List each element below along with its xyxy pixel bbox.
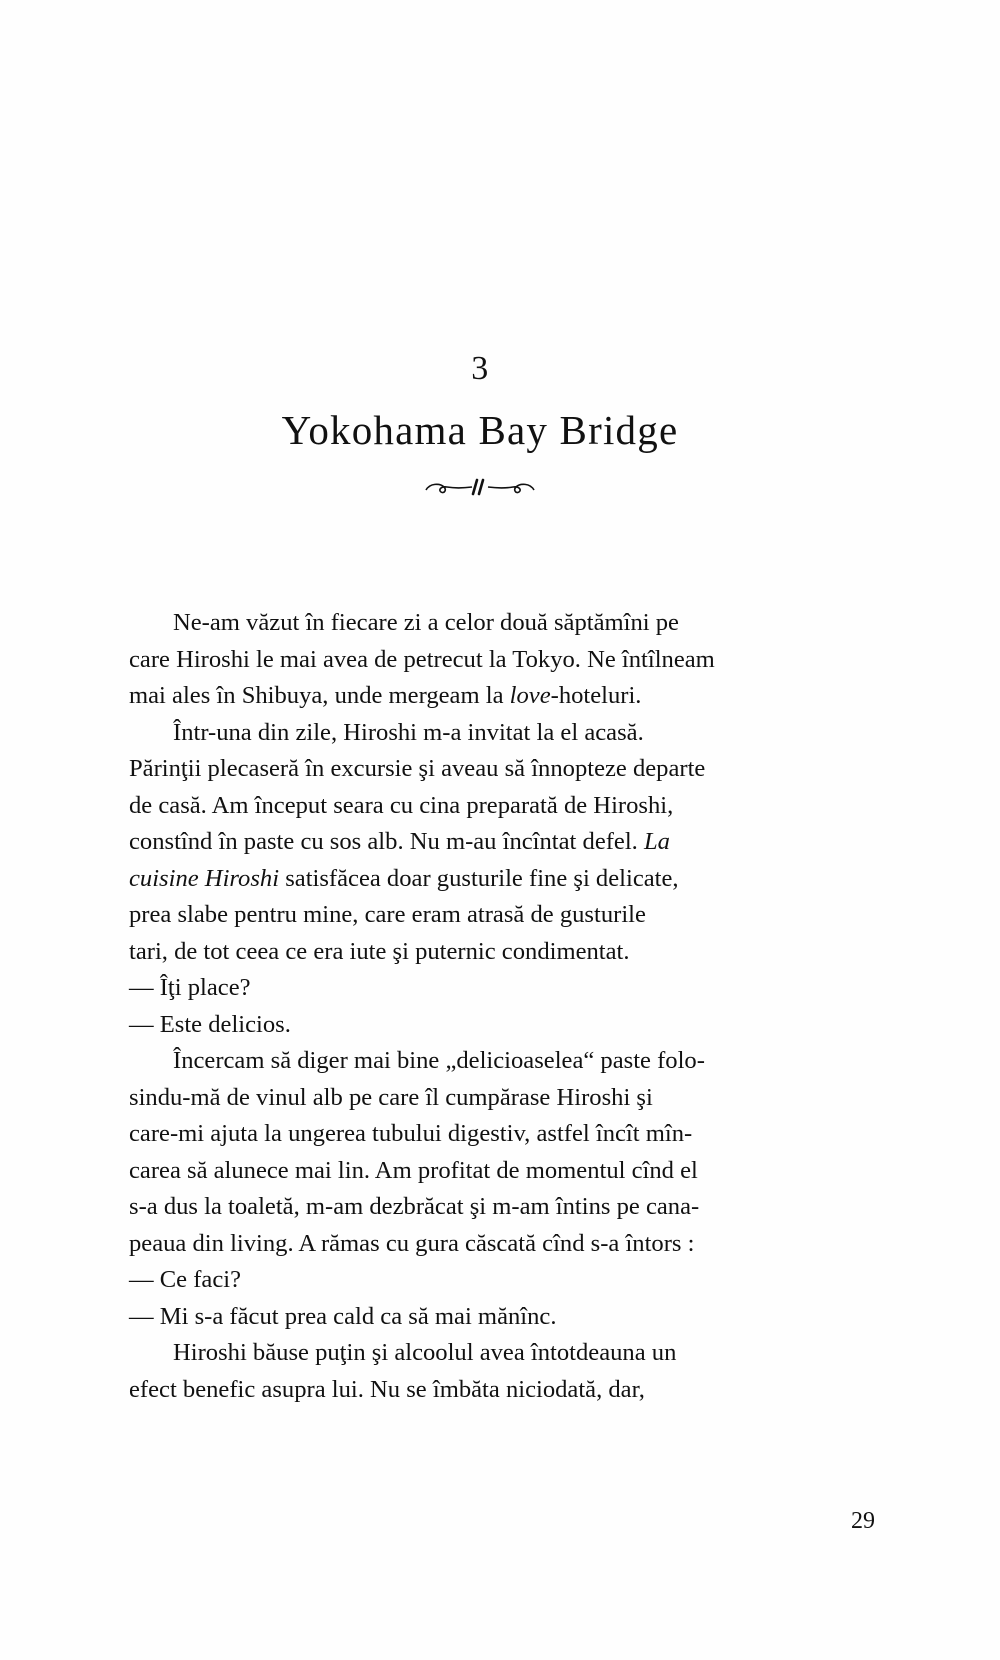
page-number: 29 — [851, 1508, 875, 1534]
text-line: constînd în paste cu sos alb. Nu m-au încîntat defel. La — [129, 828, 670, 856]
paragraph — [85, 1043, 875, 1262]
paragraph — [85, 605, 875, 715]
text-line: peaua din living. A rămas cu gura căscată cînd s-a întors : — [129, 1229, 695, 1257]
paragraph — [85, 715, 875, 971]
text-line: s-a dus la toaletă, m-am dezbrăcat şi m-am întins pe cana- — [129, 1193, 700, 1221]
text-line: carea să alunece mai lin. Am profitat de momentul cînd el — [129, 1156, 698, 1184]
body-text — [85, 605, 875, 1408]
text-line: Ne-am văzut în fiecare zi a celor două săptămîni pe — [173, 609, 679, 637]
dialogue-line: — Ce faci? — [129, 1266, 241, 1294]
text-line: cuisine Hiroshi satisfăcea doar gusturile fine şi delicate, — [129, 864, 679, 892]
dialogue-line: — Îţi place? — [129, 974, 251, 1002]
text-line: sindu-mă de vinul alb pe care îl cumpărase Hiroshi şi — [129, 1083, 653, 1111]
text-line: efect benefic asupra lui. Nu se îmbăta niciodată, dar, — [129, 1375, 645, 1403]
text-line: Părinţii plecaseră în excursie şi aveau să înnopteze departe — [129, 755, 706, 783]
dialogue-line: — Mi s-a făcut prea cald ca să mai mănînc. — [129, 1302, 557, 1330]
text-line: de casă. Am început seara cu cina preparată de Hiroshi, — [129, 791, 674, 819]
text-line: tari, de tot ceea ce era iute şi puternic condimentat. — [129, 937, 630, 965]
dialogue-line: — Este delicios. — [129, 1010, 291, 1038]
text-line: care-mi ajuta la ungerea tubului digestiv, astfel încît mîn- — [129, 1120, 693, 1148]
chapter-title: Yokohama Bay Bridge — [281, 407, 679, 453]
text-line: mai ales în Shibuya, unde mergeam la love-hoteluri. — [129, 682, 642, 710]
text-line: prea slabe pentru mine, care eram atrasă de gusturile — [129, 901, 646, 929]
text-line: care Hiroshi le mai avea de petrecut la Tokyo. Ne întîlneam — [129, 645, 715, 673]
paragraph — [85, 1335, 875, 1408]
chapter-number: 3 — [471, 350, 489, 387]
text-line: Hiroshi băuse puţin şi alcoolul avea întotdeauna un — [173, 1339, 677, 1367]
text-line: Într-una din zile, Hiroshi m-a invitat la el acasă. — [173, 718, 644, 746]
text-line: Încercam să diger mai bine „delicioaselea“ paste folo- — [173, 1047, 705, 1075]
flourish-ornament — [85, 473, 875, 509]
page-content — [85, 0, 875, 1534]
